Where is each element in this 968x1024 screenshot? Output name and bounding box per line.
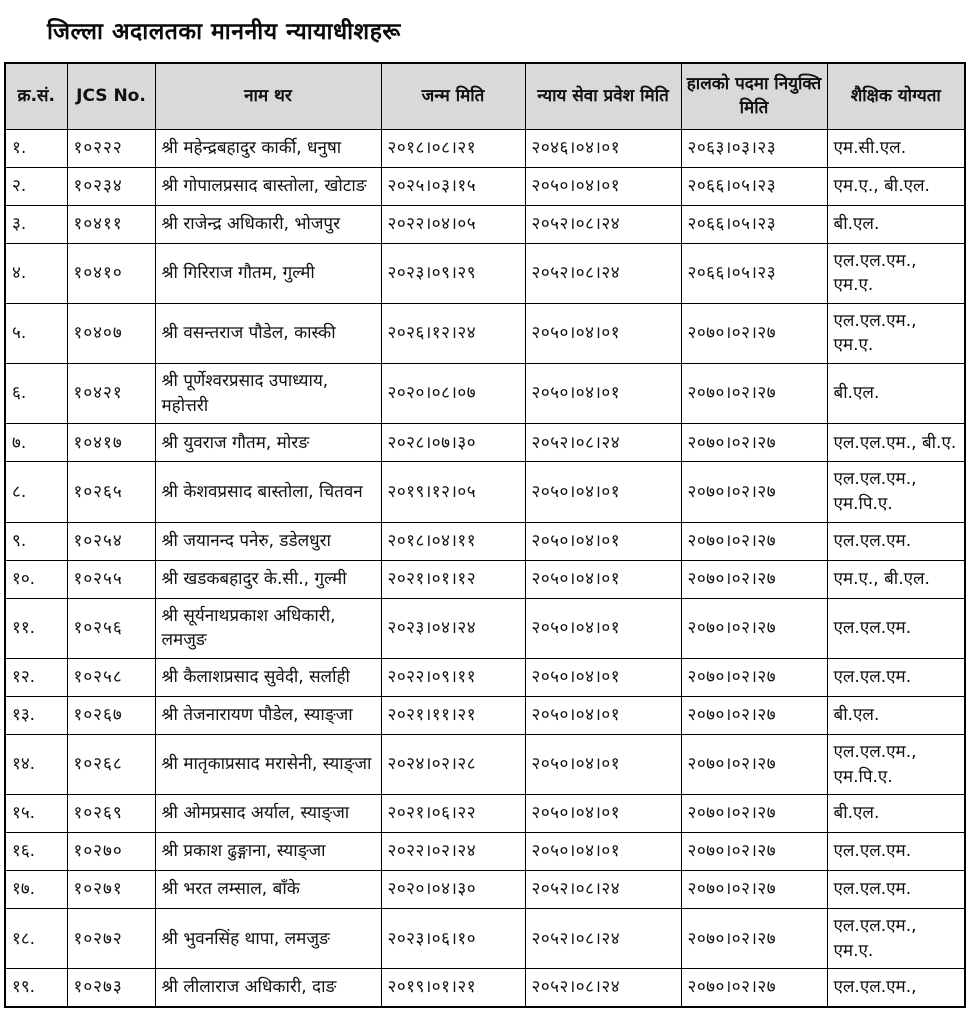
- table-cell-appointment-date: २०७०।०२।२७: [681, 522, 827, 560]
- table-cell-jcs-no: १०२६५: [67, 462, 155, 522]
- table-cell-service-entry-date: २०५२।०८।२४: [525, 424, 681, 462]
- table-cell-birth-date: २०१८।०८।२१: [381, 129, 525, 167]
- table-cell-service-entry-date: २०५२।०८।२४: [525, 909, 681, 969]
- table-cell-education: एल.एल.एम.: [827, 522, 965, 560]
- table-cell-birth-date: २०२५।०३।१५: [381, 167, 525, 205]
- table-row: [5, 658, 965, 696]
- table-cell-service-entry-date: २०५२।०८।२४: [525, 243, 681, 303]
- table-cell-name-surname: श्री गोपालप्रसाद बास्तोला, खोटाङ: [155, 167, 381, 205]
- table-cell-appointment-date: २०७०।०२।२७: [681, 969, 827, 1007]
- table-cell-education: एल.एल.एम., एम.ए.: [827, 243, 965, 303]
- table-cell-name-surname: श्री वसन्तराज पौडेल, कास्की: [155, 303, 381, 363]
- table-cell-service-entry-date: २०५०।०४।०१: [525, 598, 681, 658]
- table-cell-birth-date: २०१८।०४।११: [381, 522, 525, 560]
- table-row: [5, 833, 965, 871]
- table-cell-birth-date: २०२०।०८।०७: [381, 364, 525, 424]
- table-cell-serial-no: १७.: [5, 871, 67, 909]
- table-cell-name-surname: श्री जयानन्द पनेरु, डडेलधुरा: [155, 522, 381, 560]
- table-cell-name-surname: श्री पूर्णेश्वरप्रसाद उपाध्याय, महोत्तरी: [155, 364, 381, 424]
- table-cell-jcs-no: १०२५६: [67, 598, 155, 658]
- table-cell-serial-no: ८.: [5, 462, 67, 522]
- table-cell-serial-no: १०.: [5, 560, 67, 598]
- table-row: [5, 969, 965, 1007]
- table-cell-appointment-date: २०७०।०२।२७: [681, 909, 827, 969]
- table-cell-jcs-no: १०४१७: [67, 424, 155, 462]
- table-cell-appointment-date: २०७०।०२।२७: [681, 462, 827, 522]
- table-cell-birth-date: २०२२।०९।११: [381, 658, 525, 696]
- table-row: [5, 167, 965, 205]
- table-cell-service-entry-date: २०५०।०४।०१: [525, 522, 681, 560]
- table-cell-birth-date: २०२३।०९।२९: [381, 243, 525, 303]
- table-cell-birth-date: २०२३।०४।२४: [381, 598, 525, 658]
- table-cell-service-entry-date: २०५०।०४।०१: [525, 364, 681, 424]
- table-cell-jcs-no: १०२६८: [67, 734, 155, 794]
- table-cell-name-surname: श्री ओमप्रसाद अर्याल, स्याङ्जा: [155, 795, 381, 833]
- table-cell-serial-no: १६.: [5, 833, 67, 871]
- table-cell-birth-date: २०१९।०१।२१: [381, 969, 525, 1007]
- column-header-appointment-date: हालको पदमा नियुक्ति मिति: [681, 63, 827, 129]
- table-row: [5, 560, 965, 598]
- table-cell-service-entry-date: २०५०।०४।०१: [525, 658, 681, 696]
- column-header-service-entry-date: न्याय सेवा प्रवेश मिति: [525, 63, 681, 129]
- table-cell-service-entry-date: २०५२।०८।२४: [525, 871, 681, 909]
- page-title: जिल्ला अदालतका माननीय न्यायाधीशहरू: [47, 19, 401, 45]
- table-cell-serial-no: ६.: [5, 364, 67, 424]
- table-cell-appointment-date: २०६३।०३।२३: [681, 129, 827, 167]
- table-row: [5, 696, 965, 734]
- table-cell-appointment-date: २०७०।०२।२७: [681, 364, 827, 424]
- table-row: [5, 129, 965, 167]
- table-cell-education: एम.सी.एल.: [827, 129, 965, 167]
- table-cell-jcs-no: १०४०७: [67, 303, 155, 363]
- table-cell-service-entry-date: २०४६।०४।०१: [525, 129, 681, 167]
- table-row: [5, 462, 965, 522]
- table-cell-name-surname: श्री केशवप्रसाद बास्तोला, चितवन: [155, 462, 381, 522]
- table-cell-jcs-no: १०२७०: [67, 833, 155, 871]
- table-cell-appointment-date: २०७०।०२।२७: [681, 424, 827, 462]
- table-cell-name-surname: श्री युवराज गौतम, मोरङ: [155, 424, 381, 462]
- table-row: [5, 424, 965, 462]
- table-row: [5, 364, 965, 424]
- table-cell-serial-no: १४.: [5, 734, 67, 794]
- table-cell-name-surname: श्री कैलाशप्रसाद सुवेदी, सर्लाही: [155, 658, 381, 696]
- table-cell-name-surname: श्री सूर्यनाथप्रकाश अधिकारी, लमजुङ: [155, 598, 381, 658]
- column-header-serial-no: क्र.सं.: [5, 63, 67, 129]
- table-cell-birth-date: २०२१।०६।२२: [381, 795, 525, 833]
- table-cell-appointment-date: २०६६।०५।२३: [681, 167, 827, 205]
- table-cell-name-surname: श्री मातृकाप्रसाद मरासेनी, स्याङ्जा: [155, 734, 381, 794]
- table-row: [5, 909, 965, 969]
- table-cell-appointment-date: २०७०।०२।२७: [681, 303, 827, 363]
- table-cell-serial-no: १२.: [5, 658, 67, 696]
- table-cell-education: एल.एल.एम., एम.ए.: [827, 303, 965, 363]
- table-cell-appointment-date: २०७०।०२।२७: [681, 833, 827, 871]
- table-cell-education: एल.एल.एम., एम.पि.ए.: [827, 734, 965, 794]
- table-cell-education: बी.एल.: [827, 364, 965, 424]
- table-cell-appointment-date: २०७०।०२।२७: [681, 560, 827, 598]
- table-cell-birth-date: २०२२।०२।२४: [381, 833, 525, 871]
- table-cell-birth-date: २०२३।०६।१०: [381, 909, 525, 969]
- table-cell-service-entry-date: २०५०।०४।०१: [525, 462, 681, 522]
- column-header-education: शैक्षिक योग्यता: [827, 63, 965, 129]
- table-cell-education: बी.एल.: [827, 205, 965, 243]
- table-cell-jcs-no: १०२२२: [67, 129, 155, 167]
- table-cell-serial-no: १८.: [5, 909, 67, 969]
- table-cell-birth-date: २०२६।१२।२४: [381, 303, 525, 363]
- table-cell-service-entry-date: २०५०।०४।०१: [525, 560, 681, 598]
- table-row: [5, 243, 965, 303]
- table-cell-appointment-date: २०७०।०२।२७: [681, 598, 827, 658]
- table-cell-jcs-no: १०२५८: [67, 658, 155, 696]
- table-cell-jcs-no: १०२५५: [67, 560, 155, 598]
- table-cell-jcs-no: १०२६७: [67, 696, 155, 734]
- table-cell-birth-date: २०२१।०१।१२: [381, 560, 525, 598]
- table-cell-serial-no: ३.: [5, 205, 67, 243]
- table-row: [5, 795, 965, 833]
- table-row: [5, 871, 965, 909]
- table-cell-appointment-date: २०७०।०२।२७: [681, 795, 827, 833]
- table-cell-service-entry-date: २०५०।०४।०१: [525, 303, 681, 363]
- table-cell-service-entry-date: २०५२।०८।२४: [525, 205, 681, 243]
- table-cell-birth-date: २०२८।०७।३०: [381, 424, 525, 462]
- table-header: [5, 63, 965, 129]
- table-row: [5, 205, 965, 243]
- table-row: [5, 598, 965, 658]
- table-cell-education: एल.एल.एम.: [827, 658, 965, 696]
- table-cell-service-entry-date: २०५०।०४।०१: [525, 696, 681, 734]
- table-cell-appointment-date: २०७०।०२।२७: [681, 696, 827, 734]
- table-cell-appointment-date: २०७०।०२।२७: [681, 734, 827, 794]
- table-cell-education: एल.एल.एम.: [827, 833, 965, 871]
- table-cell-birth-date: २०१९।१२।०५: [381, 462, 525, 522]
- table-cell-serial-no: ७.: [5, 424, 67, 462]
- table-cell-service-entry-date: २०५०।०४।०१: [525, 167, 681, 205]
- table-cell-jcs-no: १०२७२: [67, 909, 155, 969]
- table-cell-serial-no: १५.: [5, 795, 67, 833]
- table-cell-jcs-no: १०२७१: [67, 871, 155, 909]
- table-row: [5, 734, 965, 794]
- table-cell-education: एम.ए., बी.एल.: [827, 167, 965, 205]
- table-cell-name-surname: श्री तेजनारायण पौडेल, स्याङ्जा: [155, 696, 381, 734]
- table-cell-education: एल.एल.एम.: [827, 871, 965, 909]
- table-cell-name-surname: श्री भरत लम्साल, बाँके: [155, 871, 381, 909]
- table-cell-jcs-no: १०२७३: [67, 969, 155, 1007]
- table-cell-jcs-no: १०२५४: [67, 522, 155, 560]
- table-body: [5, 129, 965, 1007]
- table-cell-education: एल.एल.एम., बी.ए.: [827, 424, 965, 462]
- table-cell-name-surname: श्री खडकबहादुर के.सी., गुल्मी: [155, 560, 381, 598]
- table-row: [5, 522, 965, 560]
- column-header-jcs-no: JCS No.: [67, 63, 155, 129]
- table-cell-education: बी.एल.: [827, 696, 965, 734]
- table-cell-birth-date: २०२१।११।२१: [381, 696, 525, 734]
- table-cell-education: एल.एल.एम., एम.ए.: [827, 909, 965, 969]
- table-cell-service-entry-date: २०५०।०४।०१: [525, 734, 681, 794]
- table-cell-appointment-date: २०७०।०२।२७: [681, 658, 827, 696]
- table-cell-birth-date: २०२४।०२।२८: [381, 734, 525, 794]
- table-header-row: [5, 63, 965, 129]
- judges-table: [4, 62, 966, 1008]
- table-cell-jcs-no: १०२६९: [67, 795, 155, 833]
- table-cell-service-entry-date: २०५०।०४।०१: [525, 795, 681, 833]
- table-cell-serial-no: १३.: [5, 696, 67, 734]
- table-row: [5, 303, 965, 363]
- table-cell-name-surname: श्री भुवनसिंह थापा, लमजुङ: [155, 909, 381, 969]
- table-cell-service-entry-date: २०५०।०४।०१: [525, 833, 681, 871]
- table-cell-birth-date: २०२२।०४।०५: [381, 205, 525, 243]
- table-cell-serial-no: ४.: [5, 243, 67, 303]
- table-cell-service-entry-date: २०५२।०८।२४: [525, 969, 681, 1007]
- table-cell-serial-no: ५.: [5, 303, 67, 363]
- table-cell-jcs-no: १०४११: [67, 205, 155, 243]
- table-cell-name-surname: श्री लीलाराज अधिकारी, दाङ: [155, 969, 381, 1007]
- table-cell-name-surname: श्री गिरिराज गौतम, गुल्मी: [155, 243, 381, 303]
- table-cell-serial-no: २.: [5, 167, 67, 205]
- table-cell-education: एल.एल.एम.: [827, 598, 965, 658]
- table-cell-serial-no: १९.: [5, 969, 67, 1007]
- table-cell-birth-date: २०२०।०४।३०: [381, 871, 525, 909]
- table-cell-appointment-date: २०६६।०५।२३: [681, 205, 827, 243]
- table-cell-appointment-date: २०६६।०५।२३: [681, 243, 827, 303]
- table-cell-name-surname: श्री महेन्द्रबहादुर कार्की, धनुषा: [155, 129, 381, 167]
- table-cell-appointment-date: २०७०।०२।२७: [681, 871, 827, 909]
- table-cell-name-surname: श्री राजेन्द्र अधिकारी, भोजपुर: [155, 205, 381, 243]
- table-cell-education: एम.ए., बी.एल.: [827, 560, 965, 598]
- column-header-birth-date: जन्म मिति: [381, 63, 525, 129]
- table-cell-serial-no: ११.: [5, 598, 67, 658]
- table-cell-jcs-no: १०४१०: [67, 243, 155, 303]
- table-cell-serial-no: १.: [5, 129, 67, 167]
- table-cell-jcs-no: १०२३४: [67, 167, 155, 205]
- table-cell-education: बी.एल.: [827, 795, 965, 833]
- table-cell-education: एल.एल.एम.,: [827, 969, 965, 1007]
- table-cell-jcs-no: १०४२१: [67, 364, 155, 424]
- table-cell-education: एल.एल.एम., एम.पि.ए.: [827, 462, 965, 522]
- table-cell-name-surname: श्री प्रकाश ढुङ्गाना, स्याङ्जा: [155, 833, 381, 871]
- column-header-name-surname: नाम थर: [155, 63, 381, 129]
- table-cell-serial-no: ९.: [5, 522, 67, 560]
